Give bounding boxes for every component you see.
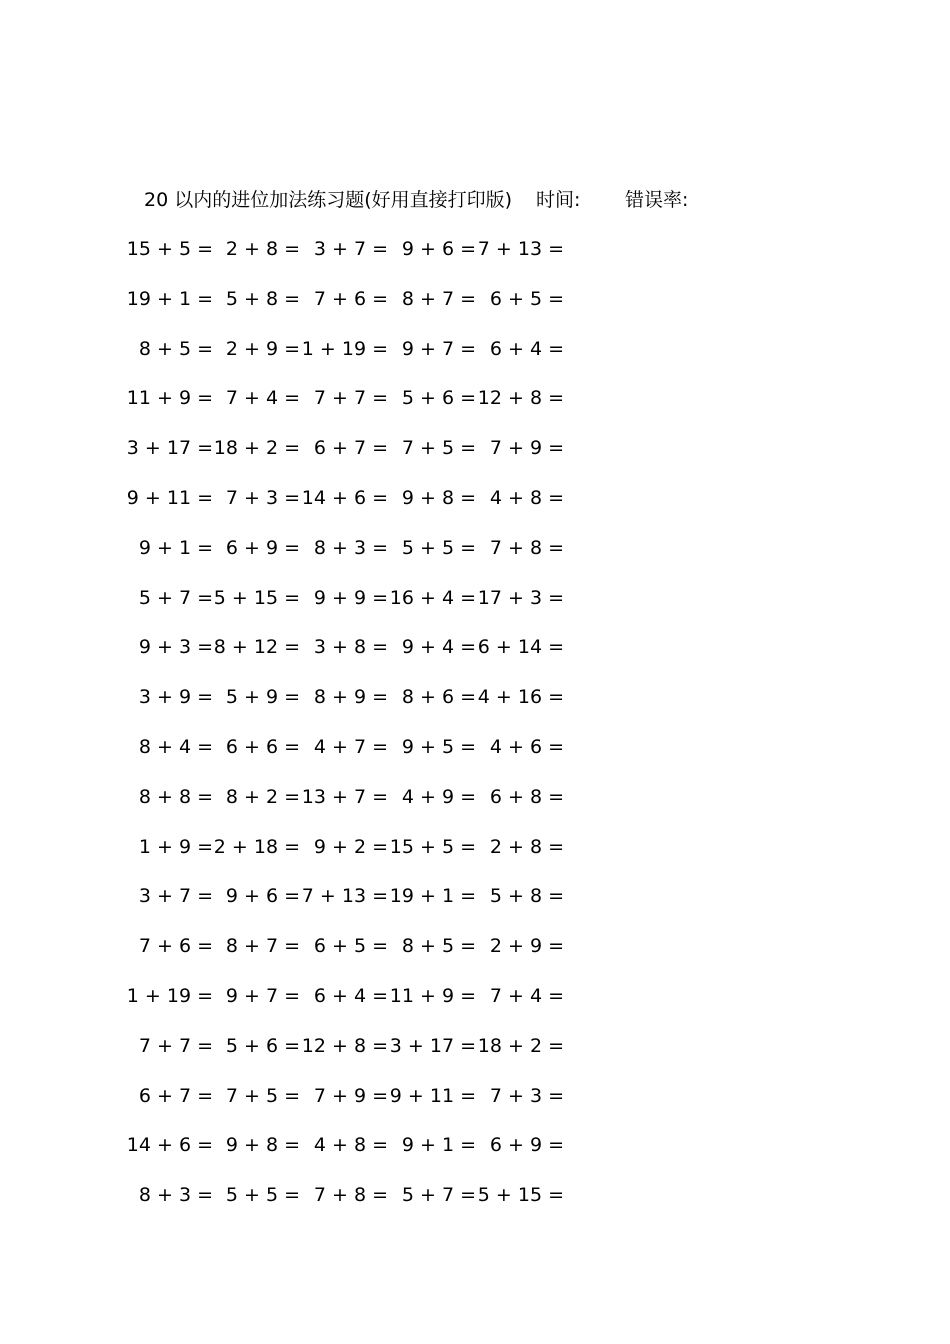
problem-cell: 5 + 7 = <box>401 1184 476 1207</box>
problem-cell: 8 + 4 = <box>138 736 213 758</box>
problem-row <box>0 1130 950 1160</box>
problem-cell: 8 + 7 = <box>401 287 476 310</box>
problem-cell: 8 + 5 = <box>401 935 476 958</box>
problem-cell: 9 + 3 = <box>138 636 213 659</box>
problem-cell: 6 + 4 = <box>489 337 564 360</box>
time-label: 时间: <box>536 189 581 211</box>
problem-cell: 1 + 19 = <box>301 337 388 360</box>
problem-row <box>0 1031 950 1061</box>
problem-cell: 9 + 2 = <box>313 835 388 858</box>
problem-cell: 8 + 9 = <box>313 686 388 709</box>
problem-cell: 7 + 9 = <box>313 1084 388 1107</box>
problem-cell: 9 + 7 = <box>225 985 300 1007</box>
problem-cell: 6 + 14 = <box>477 636 564 659</box>
problem-row <box>0 782 950 812</box>
problem-cell: 5 + 5 = <box>401 536 476 559</box>
problem-cell: 5 + 7 = <box>138 586 213 609</box>
problem-cell: 2 + 8 = <box>225 238 300 260</box>
problem-cell: 18 + 2 = <box>213 437 300 460</box>
problem-cell: 9 + 6 = <box>225 885 300 908</box>
problem-cell: 7 + 3 = <box>489 1084 564 1107</box>
problem-cell: 9 + 9 = <box>313 586 388 609</box>
problem-cell: 17 + 3 = <box>477 586 564 609</box>
problem-row <box>0 881 950 911</box>
problem-cell: 8 + 3 = <box>138 1184 213 1207</box>
problem-row <box>0 832 950 862</box>
problem-cell: 9 + 1 = <box>401 1134 476 1157</box>
problem-cell: 6 + 7 = <box>313 437 388 460</box>
problem-cell: 1 + 9 = <box>138 835 213 858</box>
problem-cell: 4 + 16 = <box>477 686 564 709</box>
problem-cell: 8 + 12 = <box>213 636 300 659</box>
problem-cell: 8 + 7 = <box>225 935 300 958</box>
problem-row <box>0 632 950 662</box>
problem-cell: 6 + 8 = <box>489 785 564 808</box>
problem-row <box>0 1180 950 1210</box>
problem-cell: 7 + 8 = <box>313 1184 388 1207</box>
problem-cell: 6 + 7 = <box>138 1084 213 1107</box>
problem-cell: 14 + 6 = <box>126 1134 213 1157</box>
problem-cell: 8 + 5 = <box>138 337 213 360</box>
problem-cell: 3 + 7 = <box>313 238 388 260</box>
problem-row <box>0 682 950 712</box>
problem-cell: 5 + 6 = <box>225 1034 300 1057</box>
problem-cell: 5 + 15 = <box>477 1184 564 1207</box>
problem-cell: 7 + 7 = <box>138 1034 213 1057</box>
problem-cell: 5 + 8 = <box>489 885 564 908</box>
problem-row <box>0 383 950 413</box>
problem-cell: 13 + 7 = <box>301 785 388 808</box>
problem-cell: 7 + 3 = <box>225 487 300 509</box>
problem-cell: 5 + 15 = <box>213 586 300 609</box>
problem-cell: 6 + 4 = <box>313 985 388 1007</box>
problem-cell: 8 + 3 = <box>313 536 388 559</box>
problem-cell: 6 + 5 = <box>313 935 388 958</box>
problem-cell: 19 + 1 = <box>389 885 476 908</box>
problem-cell: 5 + 9 = <box>225 686 300 709</box>
problem-row <box>0 234 950 264</box>
problem-cell: 5 + 6 = <box>401 387 476 410</box>
problem-row <box>0 981 950 1011</box>
problem-cell: 7 + 5 = <box>225 1084 300 1107</box>
problem-cell: 7 + 13 = <box>477 238 564 260</box>
problem-cell: 6 + 5 = <box>489 287 564 310</box>
problem-cell: 2 + 8 = <box>489 835 564 858</box>
problem-cell: 9 + 6 = <box>401 238 476 260</box>
problem-row <box>0 1081 950 1111</box>
problem-cell: 18 + 2 = <box>477 1034 564 1057</box>
problem-cell: 19 + 1 = <box>126 287 213 310</box>
problem-cell: 8 + 2 = <box>225 785 300 808</box>
problem-row <box>0 533 950 563</box>
error-rate-label: 错误率: <box>625 189 689 211</box>
problem-cell: 9 + 11 = <box>126 487 213 509</box>
problem-cell: 7 + 4 = <box>225 387 300 410</box>
problem-cell: 7 + 5 = <box>401 437 476 460</box>
problem-cell: 16 + 4 = <box>389 586 476 609</box>
problem-cell: 4 + 8 = <box>489 487 564 509</box>
problem-row <box>0 732 950 762</box>
problem-cell: 9 + 4 = <box>401 636 476 659</box>
problem-cell: 11 + 9 = <box>126 387 213 410</box>
problem-cell: 5 + 5 = <box>225 1184 300 1207</box>
problem-row <box>0 334 950 364</box>
problem-cell: 9 + 1 = <box>138 536 213 559</box>
problem-cell: 12 + 8 = <box>301 1034 388 1057</box>
problem-row <box>0 583 950 613</box>
problem-row <box>0 483 950 513</box>
problem-row <box>0 931 950 961</box>
problem-cell: 5 + 8 = <box>225 287 300 310</box>
problem-cell: 2 + 18 = <box>213 835 300 858</box>
problem-cell: 7 + 4 = <box>489 985 564 1007</box>
problem-cell: 7 + 9 = <box>489 437 564 460</box>
problem-cell: 3 + 7 = <box>138 885 213 908</box>
problem-cell: 9 + 5 = <box>401 736 476 758</box>
problem-cell: 6 + 9 = <box>225 536 300 559</box>
problem-cell: 14 + 6 = <box>301 487 388 509</box>
worksheet-title: 20 以内的进位加法练习题(好用直接打印版) <box>144 189 513 211</box>
problem-cell: 2 + 9 = <box>489 935 564 958</box>
problem-cell: 9 + 7 = <box>401 337 476 360</box>
problem-cell: 3 + 17 = <box>389 1034 476 1057</box>
problem-cell: 15 + 5 = <box>126 238 213 260</box>
problem-cell: 4 + 9 = <box>401 785 476 808</box>
problem-cell: 8 + 8 = <box>138 785 213 808</box>
problem-cell: 2 + 9 = <box>225 337 300 360</box>
problem-cell: 4 + 6 = <box>489 736 564 758</box>
problem-cell: 7 + 13 = <box>301 885 388 908</box>
problem-cell: 7 + 8 = <box>489 536 564 559</box>
problem-cell: 1 + 19 = <box>126 985 213 1007</box>
problem-row <box>0 433 950 463</box>
problem-row <box>0 284 950 314</box>
problem-cell: 11 + 9 = <box>389 985 476 1007</box>
problem-cell: 4 + 8 = <box>313 1134 388 1157</box>
problem-cell: 9 + 11 = <box>389 1084 476 1107</box>
problem-cell: 8 + 6 = <box>401 686 476 709</box>
problem-cell: 3 + 17 = <box>126 437 213 460</box>
problem-cell: 7 + 6 = <box>138 935 213 958</box>
problem-cell: 15 + 5 = <box>389 835 476 858</box>
problem-cell: 12 + 8 = <box>477 387 564 410</box>
problem-cell: 9 + 8 = <box>225 1134 300 1157</box>
problem-cell: 6 + 6 = <box>225 736 300 758</box>
problem-cell: 3 + 8 = <box>313 636 388 659</box>
problem-cell: 6 + 9 = <box>489 1134 564 1157</box>
problem-cell: 4 + 7 = <box>313 736 388 758</box>
problem-cell: 7 + 6 = <box>313 287 388 310</box>
problem-cell: 9 + 8 = <box>401 487 476 509</box>
problem-cell: 3 + 9 = <box>138 686 213 709</box>
problem-cell: 7 + 7 = <box>313 387 388 410</box>
